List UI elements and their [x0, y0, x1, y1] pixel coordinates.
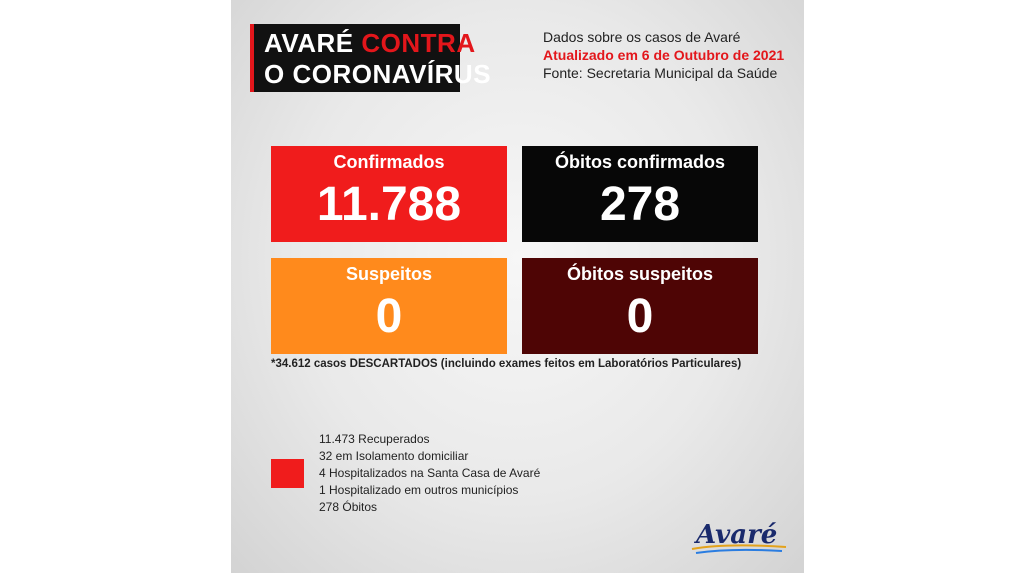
infographic-panel: [231, 0, 804, 573]
suspected-value: 0: [375, 290, 403, 343]
suspected-deaths-card: [522, 258, 758, 354]
logo-text: Avaré: [696, 520, 778, 550]
breakdown-item-hospitalized-other: 1 Hospitalizado em outros municípios: [319, 483, 519, 497]
avare-logo: [686, 513, 794, 561]
suspected-deaths-value: 0: [626, 290, 654, 343]
breakdown-item-recovered: 11.473 Recuperados: [319, 432, 430, 446]
title-word-avare: AVARÉ: [264, 28, 354, 58]
confirmed-label: Confirmados: [333, 152, 445, 172]
discarded-note: *34.612 casos DESCARTADOS (incluindo exames feitos em Laboratórios Particulares): [271, 358, 742, 370]
title-line-2: O CORONAVÍRUS: [264, 59, 492, 89]
breakdown-item-isolation: 32 em Isolamento domiciliar: [319, 449, 469, 463]
title-line-1: [264, 28, 476, 59]
breakdown-list: [319, 431, 540, 516]
deaths-label: Óbitos confirmados: [554, 152, 725, 172]
info-block: [543, 28, 793, 82]
info-heading: Dados sobre os casos de Avaré: [543, 29, 741, 45]
deaths-card: [522, 146, 758, 242]
data-source: Fonte: Secretaria Municipal da Saúde: [543, 65, 778, 81]
breakdown-item-hospitalized-santa-casa: 4 Hospitalizados na Santa Casa de Avaré: [319, 466, 541, 480]
suspected-deaths-label: Óbitos suspeitos: [566, 264, 714, 284]
breakdown-item-deaths: 278 Óbitos: [319, 500, 378, 514]
deaths-value: 278: [599, 178, 681, 231]
updated-date: Atualizado em 6 de Outubro de 2021: [543, 47, 785, 63]
suspected-card: [271, 258, 507, 354]
title-banner: [250, 24, 492, 92]
suspected-label: Suspeitos: [345, 264, 433, 284]
title-word-contra: CONTRA: [361, 28, 476, 58]
confirmed-card: [271, 146, 507, 242]
legend-swatch: [271, 459, 304, 488]
confirmed-value: 11.788: [316, 178, 462, 231]
